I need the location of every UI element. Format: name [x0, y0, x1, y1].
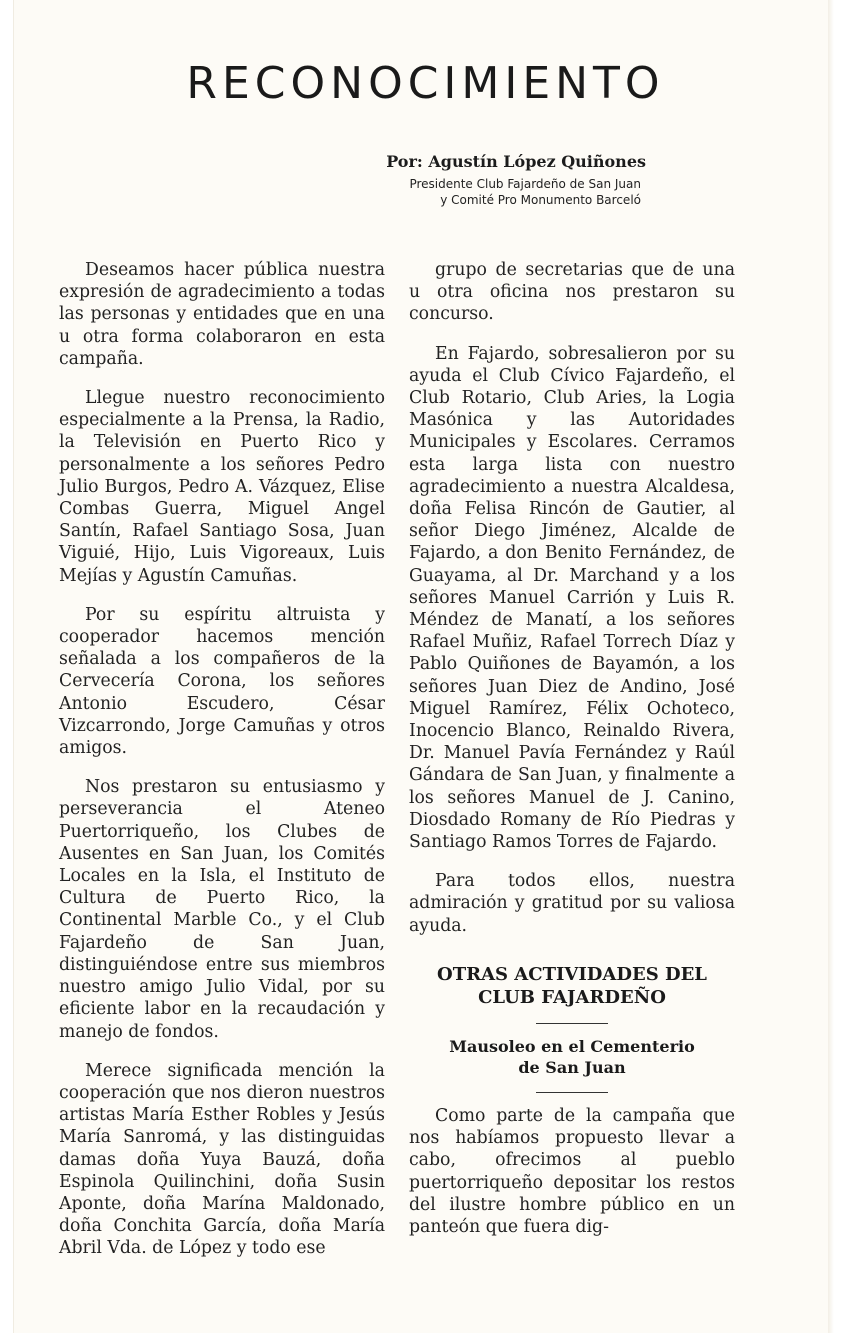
subsection-heading: [409, 1036, 735, 1078]
paragraph: grupo de secretarias que de una u otra oficina nos prestaron su concurso.: [409, 260, 735, 325]
paragraph: Llegue nuestro reconocimiento especialmente a la Prensa, la Radio, la Televisión en Puerto Rico y personalmente a los señores Pedro Julio Burgos, Pedro A. Vázquez, Elise Combas Guerra, Miguel Angel Santín, Rafael Santiago Sosa, Juan Viguié, Hijo, Luis Vigoreaux, Luis Mejías y Agustín Camuñas.: [59, 388, 385, 586]
subsection-heading-line-1: Mausoleo en el Cementerio: [449, 1036, 695, 1056]
paragraph: Nos prestaron su entusiasmo y perseverancia el Ateneo Puertorriqueño, los Clubes de Ausentes en San Juan, los Comités Locales en la Isla, el Instituto de Cultura de Puerto Rico, la Continental Marble Co., y el Club Fajardeño de San Juan, distinguiéndose entre sus miembros nuestro amigo Julio Vidal, por su eficiente labor en la recaudación y manejo de fondos.: [59, 777, 385, 1042]
divider-rule: [536, 1023, 608, 1024]
paragraph: Deseamos hacer pública nuestra expresión de agradecimiento a todas las personas y entidades que en una u otra forma colaboraron en esta campaña.: [59, 260, 385, 369]
author-affiliation-line-2: y Comité Pro Monumento Barceló: [440, 193, 641, 207]
subsection-heading-line-2: de San Juan: [518, 1057, 626, 1077]
paragraph: En Fajardo, sobresalieron por su ayuda el Club Cívico Fajardeño, el Club Rotario, Club Aries, la Logia Masónica y las Autoridades Municipales y Escolares. Cerramos esta larga lista con nuestro agradecimiento a nuestra Alcaldesa, doña Felisa Rincón de Gautier, al señor Diego Jiménez, Alcalde de Fajardo, a don Benito Fernández, de Guayama, al Dr. Marchand y a los señores Manuel Carrión y Luis R. Méndez de Manatí, a los señores Rafael Muñiz, Rafael Torrech Díaz y Pablo Quiñones de Bayamón, a los señores Juan Diez de Andino, José Miguel Ramírez, Félix Ochoteco, Inocencio Blanco, Reinaldo Rivera, Dr. Manuel Pavía Fernández y Raúl Gándara de San Juan, y finalmente a los señores Manuel de J. Canino, Diosdado Romany de Río Piedras y Santiago Ramos Torres de Fajardo.: [409, 343, 735, 853]
section-heading-line-2: CLUB FAJARDEÑO: [478, 986, 666, 1008]
page-edge: [828, 0, 834, 1333]
divider-rule: [536, 1092, 608, 1093]
author-affiliation-line-1: Presidente Club Fajardeño de San Juan: [409, 177, 641, 191]
article-title: RECONOCIMIENTO: [186, 58, 665, 109]
section-heading-line-1: OTRAS ACTIVIDADES DEL: [437, 963, 707, 985]
author-byline: Por: Agustín López Quiñones: [386, 152, 646, 171]
paragraph: Por su espíritu altruista y cooperador hacemos mención señalada a los compañeros de la Cervecería Corona, los señores Antonio Escudero, César Vizcarrondo, Jorge Camuñas y otros amigos.: [59, 604, 385, 759]
right-column: [409, 259, 735, 1255]
paragraph: Para todos ellos, nuestra admiración y gratitud por su valiosa ayuda.: [409, 871, 735, 936]
paragraph: Como parte de la campaña que nos habíamos propuesto llevar a cabo, ofrecimos al pueblo puertorriqueño depositar los restos del ilustre hombre público en un panteón que fuera dig-: [409, 1105, 735, 1237]
left-column: [59, 259, 385, 1277]
paragraph: Merece significada mención la cooperación que nos dieron nuestros artistas María Esther Robles y Jesús María Sanromá, y las distinguidas damas doña Yuya Bauzá, doña Espinola Quilinchini, doña Susin Aponte, doña Marína Maldonado, doña Conchita García, doña María Abril Vda. de López y todo ese: [59, 1060, 385, 1259]
section-heading: [409, 963, 735, 1009]
